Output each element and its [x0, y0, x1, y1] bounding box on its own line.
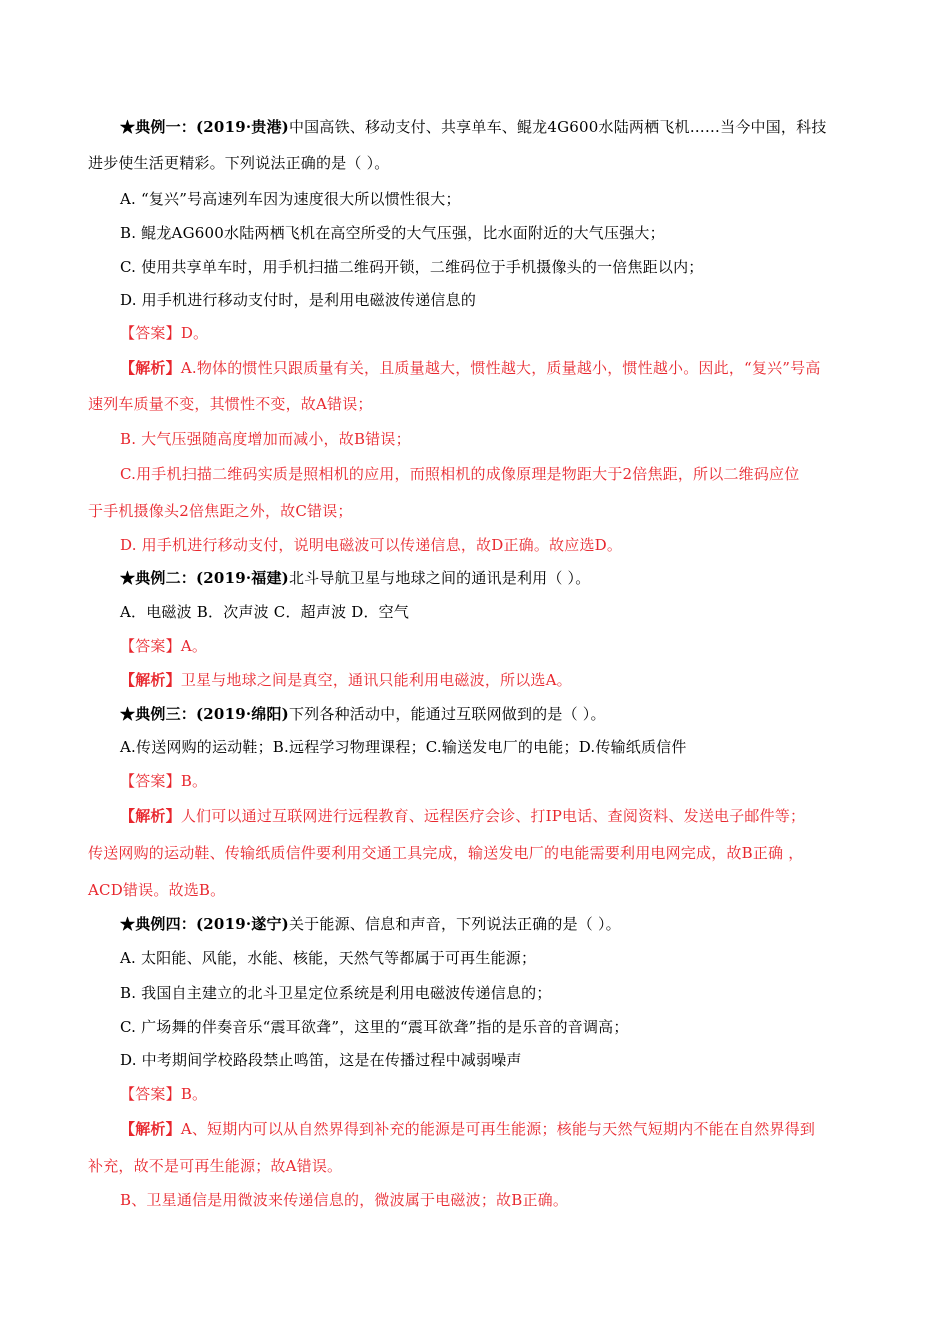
example-4-option-d: D. 中考期间学校路段禁止鸣笛，这是在传播过程中减弱噪声 — [120, 1051, 522, 1069]
example-1-analysis-line-6: D. 用手机进行移动支付，说明电磁波可以传递信息，故D正确。故应选D。 — [120, 536, 623, 554]
example-3-answer-label: 【答案】 — [120, 772, 181, 790]
example-2-question-text-1: 北斗导航卫星与地球之间的通讯是利用（ ）。 — [288, 569, 591, 587]
example-1-answer-value: D。 — [180, 324, 209, 342]
example-1-analysis-text-1: A.物体的惯性只跟质量有关，且质量越大，惯性越大，质量越小，惯性越小。因此，“复兴”号高 — [180, 359, 821, 377]
example-1-analysis-line-4: C.用手机扫描二维码实质是照相机的应用，而照相机的成像原理是物距大于2倍焦距，所以二维码应位 — [120, 465, 800, 483]
example-4-option-b: B. 我国自主建立的北斗卫星定位系统是利用电磁波传递信息的； — [120, 984, 552, 1002]
example-1-analysis-line-2: 速列车质量不变，其惯性不变，故A错误； — [88, 395, 373, 413]
example-1-option-b: B. 鲲龙AG600水陆两栖飞机在高空所受的大气压强，比水面附近的大气压强大； — [120, 224, 665, 242]
example-3-analysis-line-1 — [120, 805, 805, 827]
example-3-analysis-text-1: 人们可以通过互联网进行远程教育、远程医疗会诊、打IP电话、查阅资料、发送电子邮件等； — [180, 807, 806, 825]
example-4-analysis-line-1 — [120, 1118, 815, 1140]
example-4-answer-label: 【答案】 — [120, 1085, 181, 1103]
example-1-analysis-line-1 — [120, 357, 821, 379]
example-4-question-text-1: 关于能源、信息和声音，下列说法正确的是（ ）。 — [288, 915, 621, 933]
example-4-analysis-line-2: 补充，故不是可再生能源；故A错误。 — [88, 1157, 343, 1175]
example-1-analysis-line-5: 于手机摄像头2倍焦距之外，故C错误； — [88, 502, 353, 520]
example-4-option-c: C. 广场舞的伴奏音乐“震耳欲聋”，这里的“震耳欲聋”指的是乐音的音调高； — [120, 1018, 629, 1036]
example-4-analysis-label: 【解析】 — [120, 1120, 181, 1138]
example-3-question-line-1 — [120, 703, 606, 725]
example-4-label: ★典例四：(2019·遂宁) — [120, 915, 289, 933]
example-2-answer-label: 【答案】 — [120, 637, 181, 655]
example-3-answer-value: B。 — [180, 772, 208, 790]
example-2-label: ★典例二：(2019·福建) — [120, 569, 289, 587]
example-2-answer — [120, 635, 207, 657]
example-2-question-line-1 — [120, 567, 590, 589]
example-1-analysis-line-3: B. 大气压强随高度增加而减小，故B错误； — [120, 430, 411, 448]
example-3-answer — [120, 770, 207, 792]
example-1-question-line-2: 进步使生活更精彩。下列说法正确的是（ ）。 — [88, 154, 390, 172]
example-4-option-a: A. 太阳能、风能，水能、核能，天然气等都属于可再生能源； — [120, 949, 537, 967]
example-1-option-a: A. “复兴”号高速列车因为速度很大所以惯性很大； — [120, 190, 461, 208]
example-3-analysis-line-2: 传送网购的运动鞋、传输纸质信件要利用交通工具完成，输送发电厂的电能需要利用电网完成，故B正确 ， — [88, 844, 804, 862]
example-1-question-line-1 — [120, 116, 827, 138]
example-1-option-d: D. 用手机进行移动支付时，是利用电磁波传递信息的 — [120, 291, 477, 309]
example-3-question-text-1: 下列各种活动中，能通过互联网做到的是（ ）。 — [288, 705, 606, 723]
example-2-answer-value: A。 — [180, 637, 208, 655]
example-4-analysis-line-3: B、卫星通信是用微波来传递信息的，微波属于电磁波；故B正确。 — [120, 1191, 569, 1209]
example-3-analysis-label: 【解析】 — [120, 807, 181, 825]
example-2-analysis-line-1 — [120, 669, 572, 691]
example-1-analysis-label: 【解析】 — [120, 359, 181, 377]
example-2-analysis-label: 【解析】 — [120, 671, 181, 689]
example-4-answer — [120, 1083, 207, 1105]
example-2-analysis-text-1: 卫星与地球之间是真空，通讯只能利用电磁波，所以选A。 — [180, 671, 572, 689]
example-4-answer-value: B。 — [180, 1085, 208, 1103]
example-2-options: A．电磁波 B．次声波 C．超声波 D．空气 — [120, 603, 410, 621]
example-1-label: ★典例一：(2019·贵港) — [120, 118, 289, 136]
example-3-label: ★典例三：(2019·绵阳) — [120, 705, 289, 723]
example-4-analysis-text-1: A、短期内可以从自然界得到补充的能源是可再生能源；核能与天然气短期内不能在自然界得到 — [180, 1120, 816, 1138]
example-1-option-c: C. 使用共享单车时，用手机扫描二维码开锁，二维码位于手机摄像头的一倍焦距以内； — [120, 258, 704, 276]
example-1-question-text-1: 中国高铁、移动支付、共享单车、鲲龙4G600水陆两栖飞机……当今中国，科技 — [288, 118, 827, 136]
example-1-answer — [120, 322, 208, 344]
example-4-question-line-1 — [120, 913, 621, 935]
example-3-analysis-line-3: ACD错误。故选B。 — [88, 881, 226, 899]
example-3-options: A.传送网购的运动鞋；B.远程学习物理课程；C.输送发电厂的电能；D.传输纸质信件 — [120, 738, 687, 756]
example-1-answer-label: 【答案】 — [120, 324, 181, 342]
